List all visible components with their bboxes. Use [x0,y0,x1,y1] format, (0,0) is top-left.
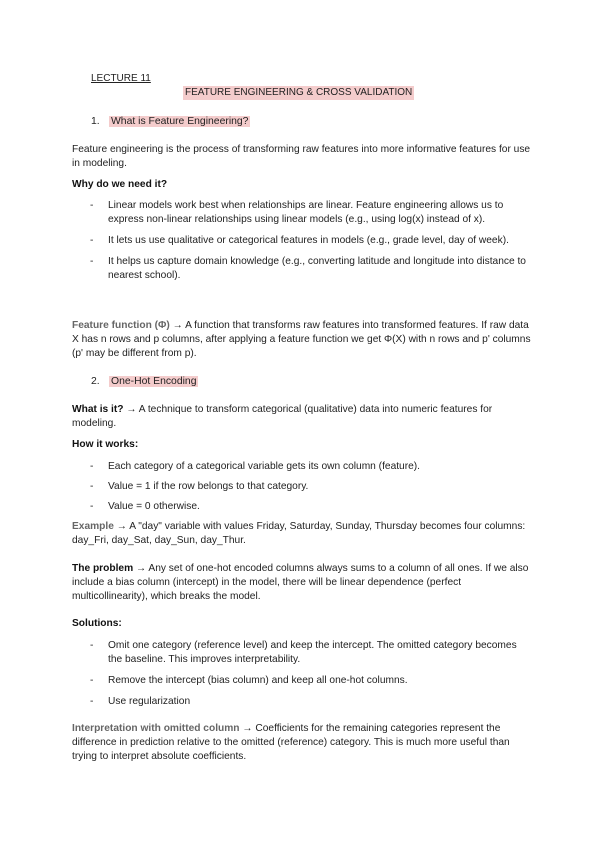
document-title: FEATURE ENGINEERING & CROSS VALIDATION [185,87,413,98]
list-item [90,460,530,474]
section-1-heading [91,115,250,129]
section-2-title: One-Hot Encoding [111,376,197,387]
bullet-dash: - [90,200,94,211]
problem-text: → Any set of one-hot encoded columns always sums to a column of all ones. If we also include a bias column (intercept) in the model, there will be linear dependence (perfect multicollinearity), which breaks the model. [72,563,529,602]
bullet-dash: - [90,256,94,267]
list-item [90,234,530,248]
list-item [90,500,530,514]
list-item-text: Use regularization [108,696,191,707]
feature-function-label: Feature function (Φ) [72,320,170,331]
list-item-text: Remove the intercept (bias column) and keep all one-hot columns. [108,675,408,686]
example-text: → A "day" variable with values Friday, Saturday, Sunday, Thursday becomes four columns: day_Fri, day_Sat, day_Sun, day_Thur. [72,521,526,546]
interpretation-paragraph [72,722,532,764]
bullet-dash: - [90,481,94,492]
why-label: Why do we need it? [72,179,168,190]
bullet-dash: - [90,675,94,686]
solutions-list [90,639,530,709]
what-is-it-text: → A technique to transform categorical (qualitative) data into numeric features for modeling. [72,404,493,429]
example-paragraph [72,520,532,548]
list-item-text: Value = 1 if the row belongs to that category. [108,481,309,492]
list-item [90,255,530,283]
lecture-label: LECTURE 11 [91,73,151,84]
list-item [90,695,530,709]
list-item-text: Linear models work best when relationships are linear. Feature engineering allows us to express non-linear relationships using linear models (e.g., using log(x) instead of x). [108,200,504,225]
feature-function-paragraph [72,319,532,361]
list-item [90,674,530,688]
section-1-title: What is Feature Engineering? [111,116,249,127]
solutions-label: Solutions: [72,618,122,629]
list-item [90,199,530,227]
section-2-heading [91,375,198,389]
what-is-it-label: What is it? [72,404,124,415]
section-2-number: 2. [91,376,100,387]
bullet-dash: - [90,501,94,512]
feature-function-text: → A function that transforms raw features into transformed features. If raw data X has n rows and p columns, after applying a feature function we get Φ(X) with n rows and p' columns (p' may be different from p). [72,320,531,359]
list-item-text: Value = 0 otherwise. [108,501,200,512]
bullet-dash: - [90,696,94,707]
why-list [90,199,530,283]
list-item-text: It helps us capture domain knowledge (e.g., converting latitude and longitude into distance to nearest school). [108,256,526,281]
section-1-number: 1. [91,116,100,127]
how-it-works-label: How it works: [72,439,139,450]
list-item-text: It lets us use qualitative or categorical features in models (e.g., grade level, day of week). [108,235,509,246]
section-1-intro: Feature engineering is the process of transforming raw features into more informative features for use in modeling. [72,144,531,169]
interpretation-label: Interpretation with omitted column [72,723,240,734]
problem-label: The problem [72,563,134,574]
list-item-text: Each category of a categorical variable gets its own column (feature). [108,461,421,472]
interpretation-text: → Coefficients for the remaining categories represent the difference in prediction relative to the omitted (reference) category. This is much more useful than trying to interpret absolute coefficients. [72,723,510,762]
bullet-dash: - [90,640,94,651]
list-item [90,480,530,494]
what-is-it-paragraph [72,403,532,431]
example-label: Example [72,521,114,532]
bullet-dash: - [90,461,94,472]
how-it-works-list [90,460,530,514]
list-item-text: Omit one category (reference level) and keep the intercept. The omitted category becomes the baseline. This improves interpretability. [108,640,517,665]
problem-paragraph [72,562,532,604]
bullet-dash: - [90,235,94,246]
list-item [90,639,530,667]
